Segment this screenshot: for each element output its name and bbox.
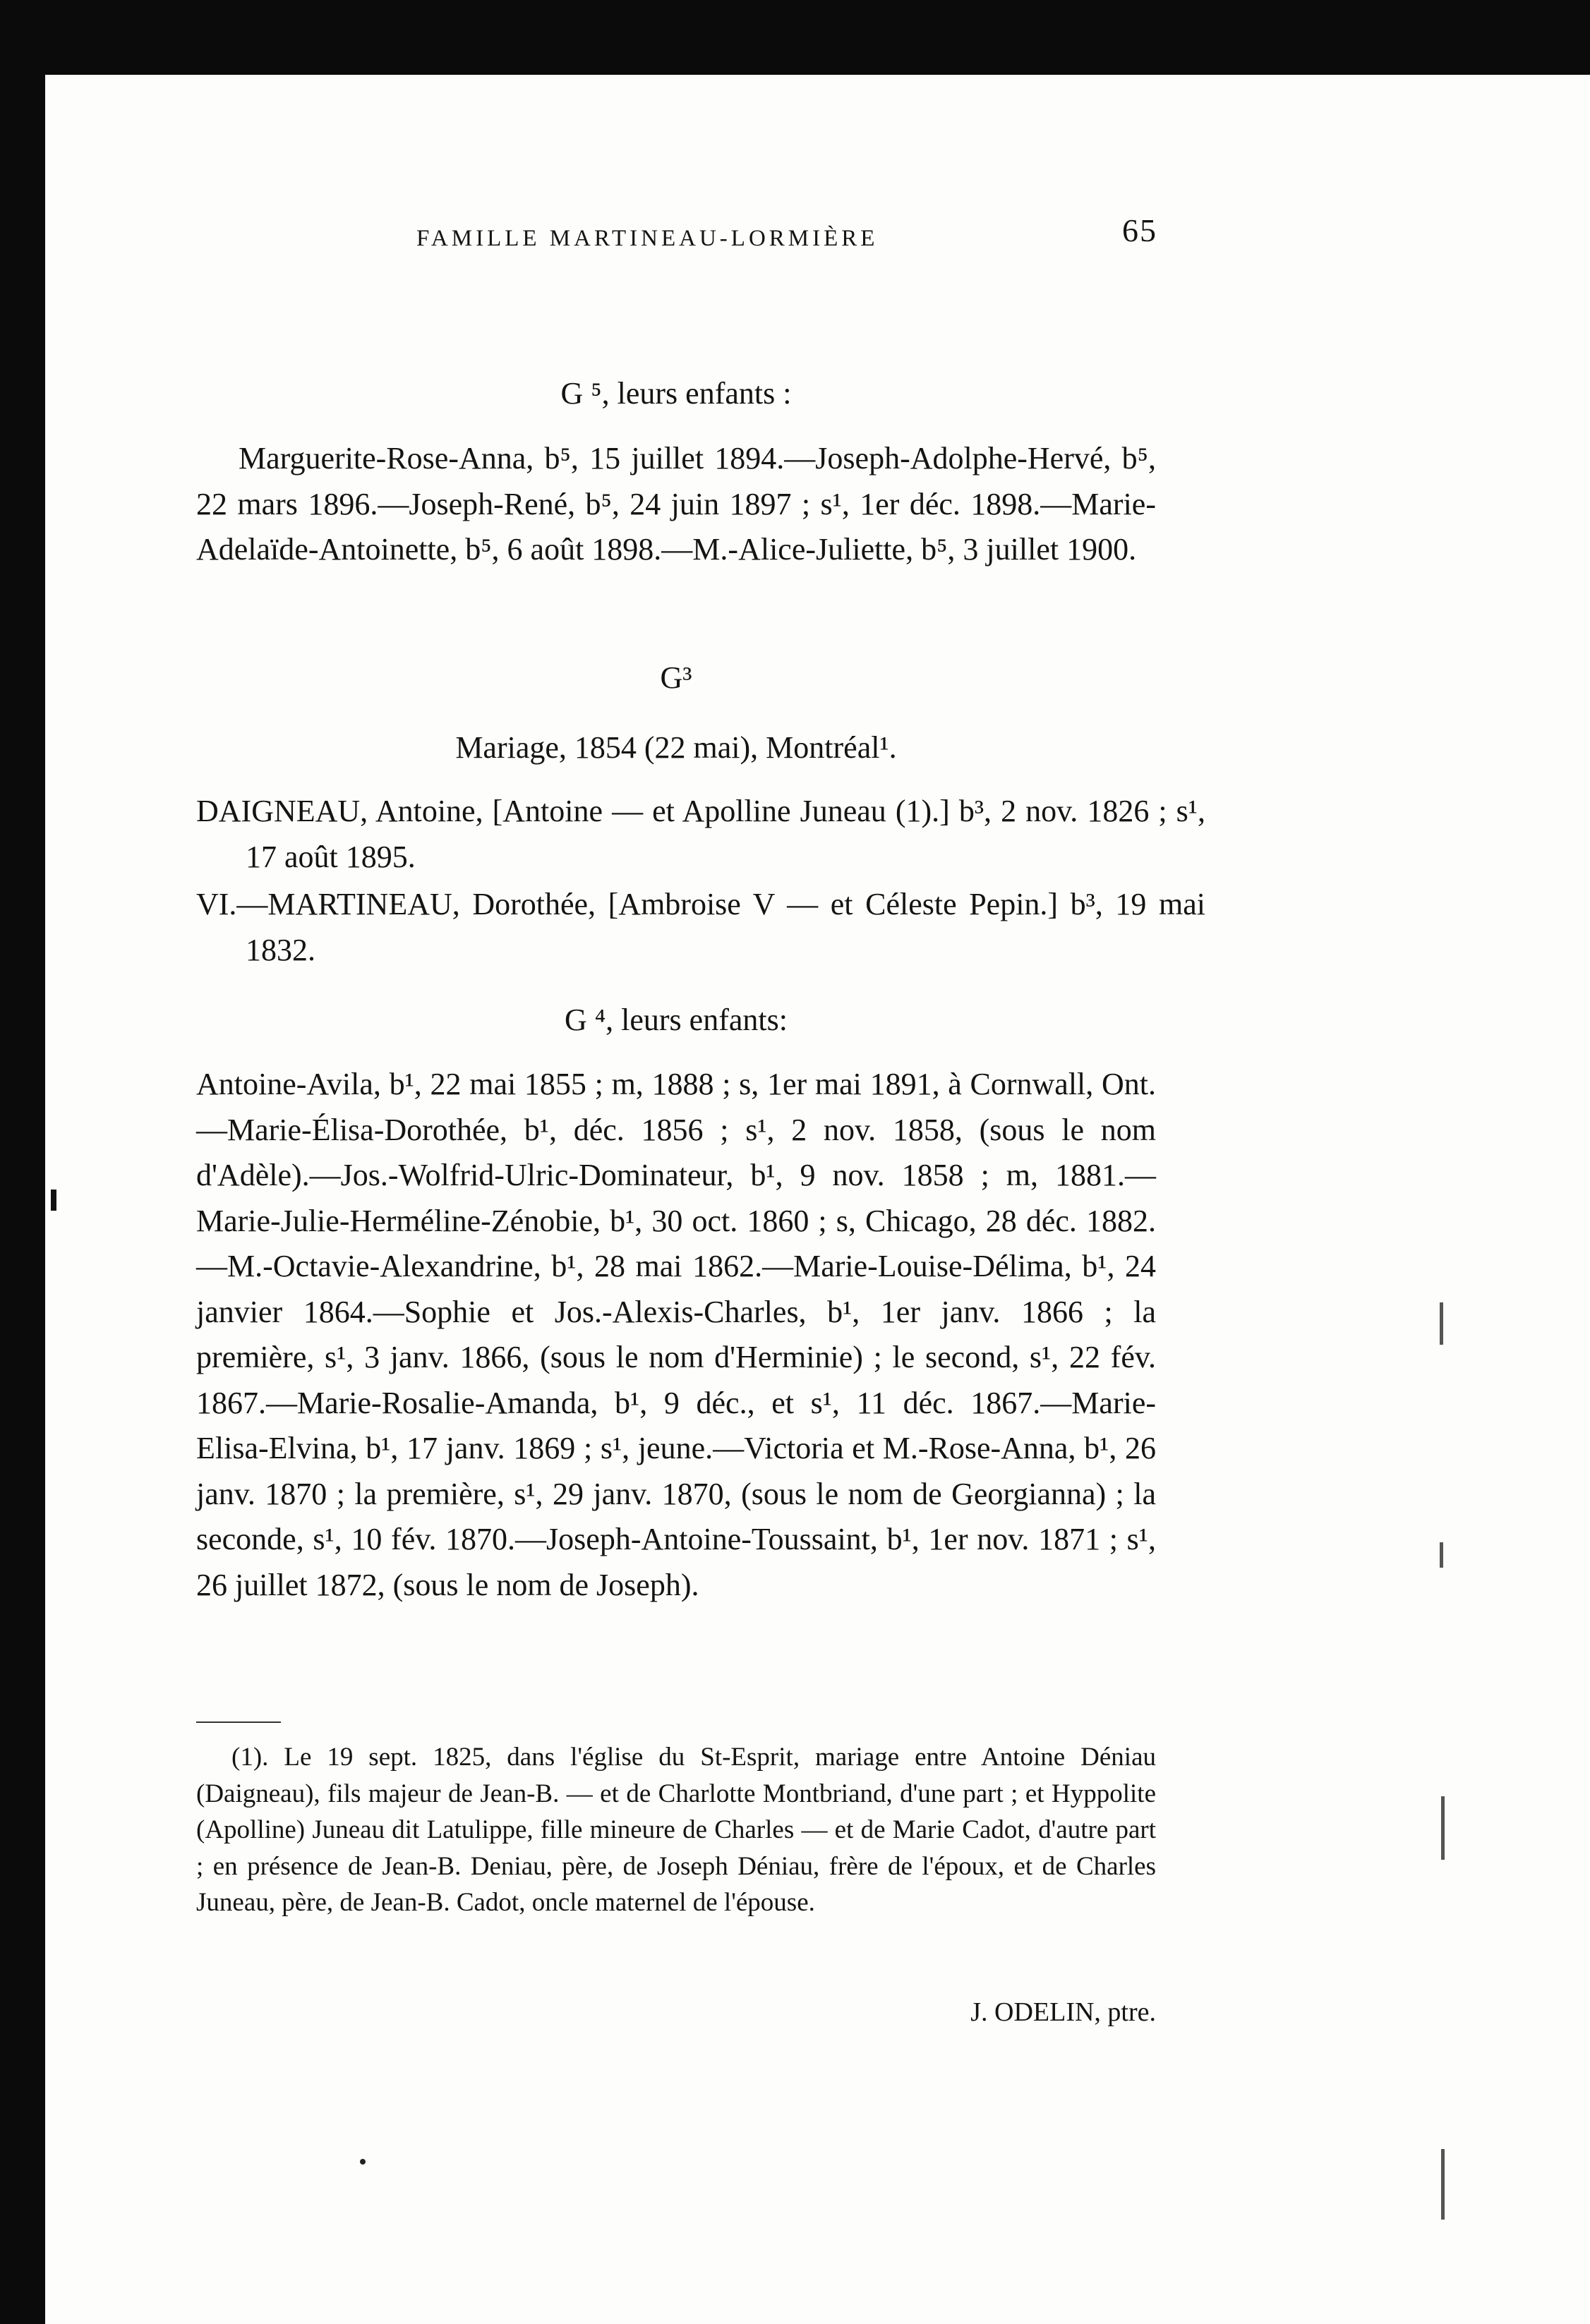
ink-speck [360,2159,366,2165]
page-number: 65 [1122,212,1157,248]
edge-mark [1440,1302,1443,1345]
scan-border-left [0,0,45,2324]
marriage-line: Mariage, 1854 (22 mai), Montréal¹. [455,730,897,765]
edge-mark [1441,1796,1445,1860]
edge-mark [1441,2149,1445,2220]
spouse-martineau: VI.—MARTINEAU, Dorothée, [Ambroise V — et Céleste Pepin.] b³, 19 mai 1832. [196,887,1205,967]
scan-border-top [0,0,1590,75]
g5-children-paragraph: Marguerite-Rose-Anna, b⁵, 15 juillet 1894.—Joseph-Adolphe-Hervé, b⁵, 22 mars 1896.—Joseph-René, b⁵, 24 juin 1897 ; s¹, 1er déc. 1898.—Marie-Adelaïde-Antoinette, b⁵, 6 août 1898.—M.-Alice-Juliette, b⁵, 3 juillet 1900. [196,441,1156,567]
g5-heading: G ⁵, leurs enfants : [560,376,792,411]
edge-mark [1440,1542,1443,1568]
spouse-daigneau: DAIGNEAU, Antoine, [Antoine — et Apolline Juneau (1).] b³, 2 nov. 1826 ; s¹, 17 août 1895. [196,794,1205,874]
g4-heading: G ⁴, leurs enfants: [565,1003,788,1037]
g3-heading: G³ [660,660,692,695]
edge-mark [51,1190,56,1211]
footnote-signature: J. ODELIN, ptre. [970,1997,1156,2027]
running-title: FAMILLE MARTINEAU-LORMIÈRE [416,226,879,251]
g4-children-paragraph: Antoine-Avila, b¹, 22 mai 1855 ; m, 1888 ; s, 1er mai 1891, à Cornwall, Ont.—Marie-Élisa-Dorothée, b¹, déc. 1856 ; s¹, 2 nov. 1858, (sous le nom d'Adèle).—Jos.-Wolfrid-Ulric-Dominateur, b¹, 9 nov. 1858 ; m, 1881.—Marie-Julie-Herméline-Zénobie, b¹, 30 oct. 1860 ; s, Chicago, 28 déc. 1882.—M.-Octavie-Alexandrine, b¹, 28 mai 1862.—Marie-Louise-Délima, b¹, 24 janvier 1864.—Sophie et Jos.-Alexis-Charles, b¹, 1er janv. 1866 ; la première, s¹, 3 janv. 1866, (sous le nom d'Herminie) ; le second, s¹, 22 fév. 1867.—Marie-Rosalie-Amanda, b¹, 9 déc., et s¹, 11 déc. 1867.—Marie-Elisa-Elvina, b¹, 17 janv. 1869 ; s¹, jeune.—Victoria et M.-Rose-Anna, b¹, 26 janv. 1870 ; la première, s¹, 29 janv. 1870, (sous le nom de Georgianna) ; la seconde, s¹, 10 fév. 1870.—Joseph-Antoine-Toussaint, b¹, 1er nov. 1871 ; s¹, 26 juillet 1872, (sous le nom de Joseph). [196,1067,1156,1602]
footnote-text: (1). Le 19 sept. 1825, dans l'église du St-Esprit, mariage entre Antoine Déniau (Daigneau), fils majeur de Jean-B. — et de Charlotte Montbriand, d'une part ; et Hyppolite (Apolline) Juneau dit Latulippe, fille mineure de Charles — et de Marie Cadot, d'autre part ; en présence de Jean-B. Deniau, père, de Joseph Déniau, frère de l'époux, et de Charles Juneau, père, de Jean-B. Cadot, oncle maternel de l'épouse. [196,1743,1156,1917]
footnote-rule [196,1721,281,1723]
